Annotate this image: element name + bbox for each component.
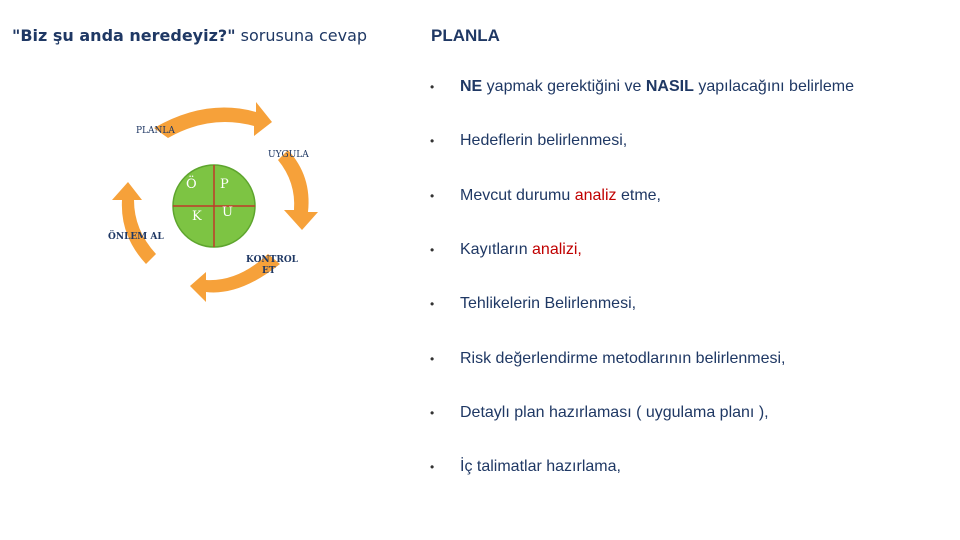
list-item: • Kayıtların analizi, xyxy=(430,241,582,259)
bullet-icon: • xyxy=(430,188,435,203)
bullet-icon: • xyxy=(430,297,435,312)
quadrant-o: Ö xyxy=(186,177,197,192)
pdca-cycle-diagram xyxy=(106,96,336,316)
list-item: • Detaylı plan hazırlaması ( uygulama planı ), xyxy=(430,403,769,421)
question-rest: sorusuna cevap xyxy=(240,26,368,45)
bullet-icon: • xyxy=(430,243,435,258)
bullet-icon: • xyxy=(430,80,435,95)
arrow-left xyxy=(112,182,156,264)
label-planla: PLANLA xyxy=(136,126,175,136)
list-item: • NE yapmak gerektiğini ve NASIL yapılacağını belirleme xyxy=(430,78,854,96)
list-item: • Tehlikelerin Belirlenmesi, xyxy=(430,295,637,313)
label-onlem: ÖNLEM AL xyxy=(108,232,164,242)
quadrant-k: K xyxy=(192,209,202,224)
question-text xyxy=(12,26,367,45)
bullet-icon: • xyxy=(430,351,435,366)
label-kontrol-line2: ET xyxy=(262,266,276,276)
section-title: PLANLA xyxy=(431,26,500,45)
bullet-icon: • xyxy=(430,405,435,420)
list-item: • Mevcut durumu analiz etme, xyxy=(430,186,661,204)
bullet-list xyxy=(426,60,854,494)
question-strong: "Biz şu anda neredeyiz?" xyxy=(12,26,236,45)
quadrant-p: P xyxy=(220,177,229,192)
list-item: • İç talimatlar hazırlama, xyxy=(430,458,621,476)
label-uygula: UYGULA xyxy=(268,150,309,160)
list-item: • Hedeflerin belirlenmesi, xyxy=(430,132,628,150)
label-kontrol-line1: KONTROL xyxy=(246,255,298,265)
arrow-right xyxy=(278,150,318,230)
bullet-icon: • xyxy=(430,460,435,475)
quadrant-u: U xyxy=(222,205,233,220)
bullet-icon: • xyxy=(430,134,435,149)
list-item: • Risk değerlendirme metodlarının belirlenmesi, xyxy=(430,349,786,367)
